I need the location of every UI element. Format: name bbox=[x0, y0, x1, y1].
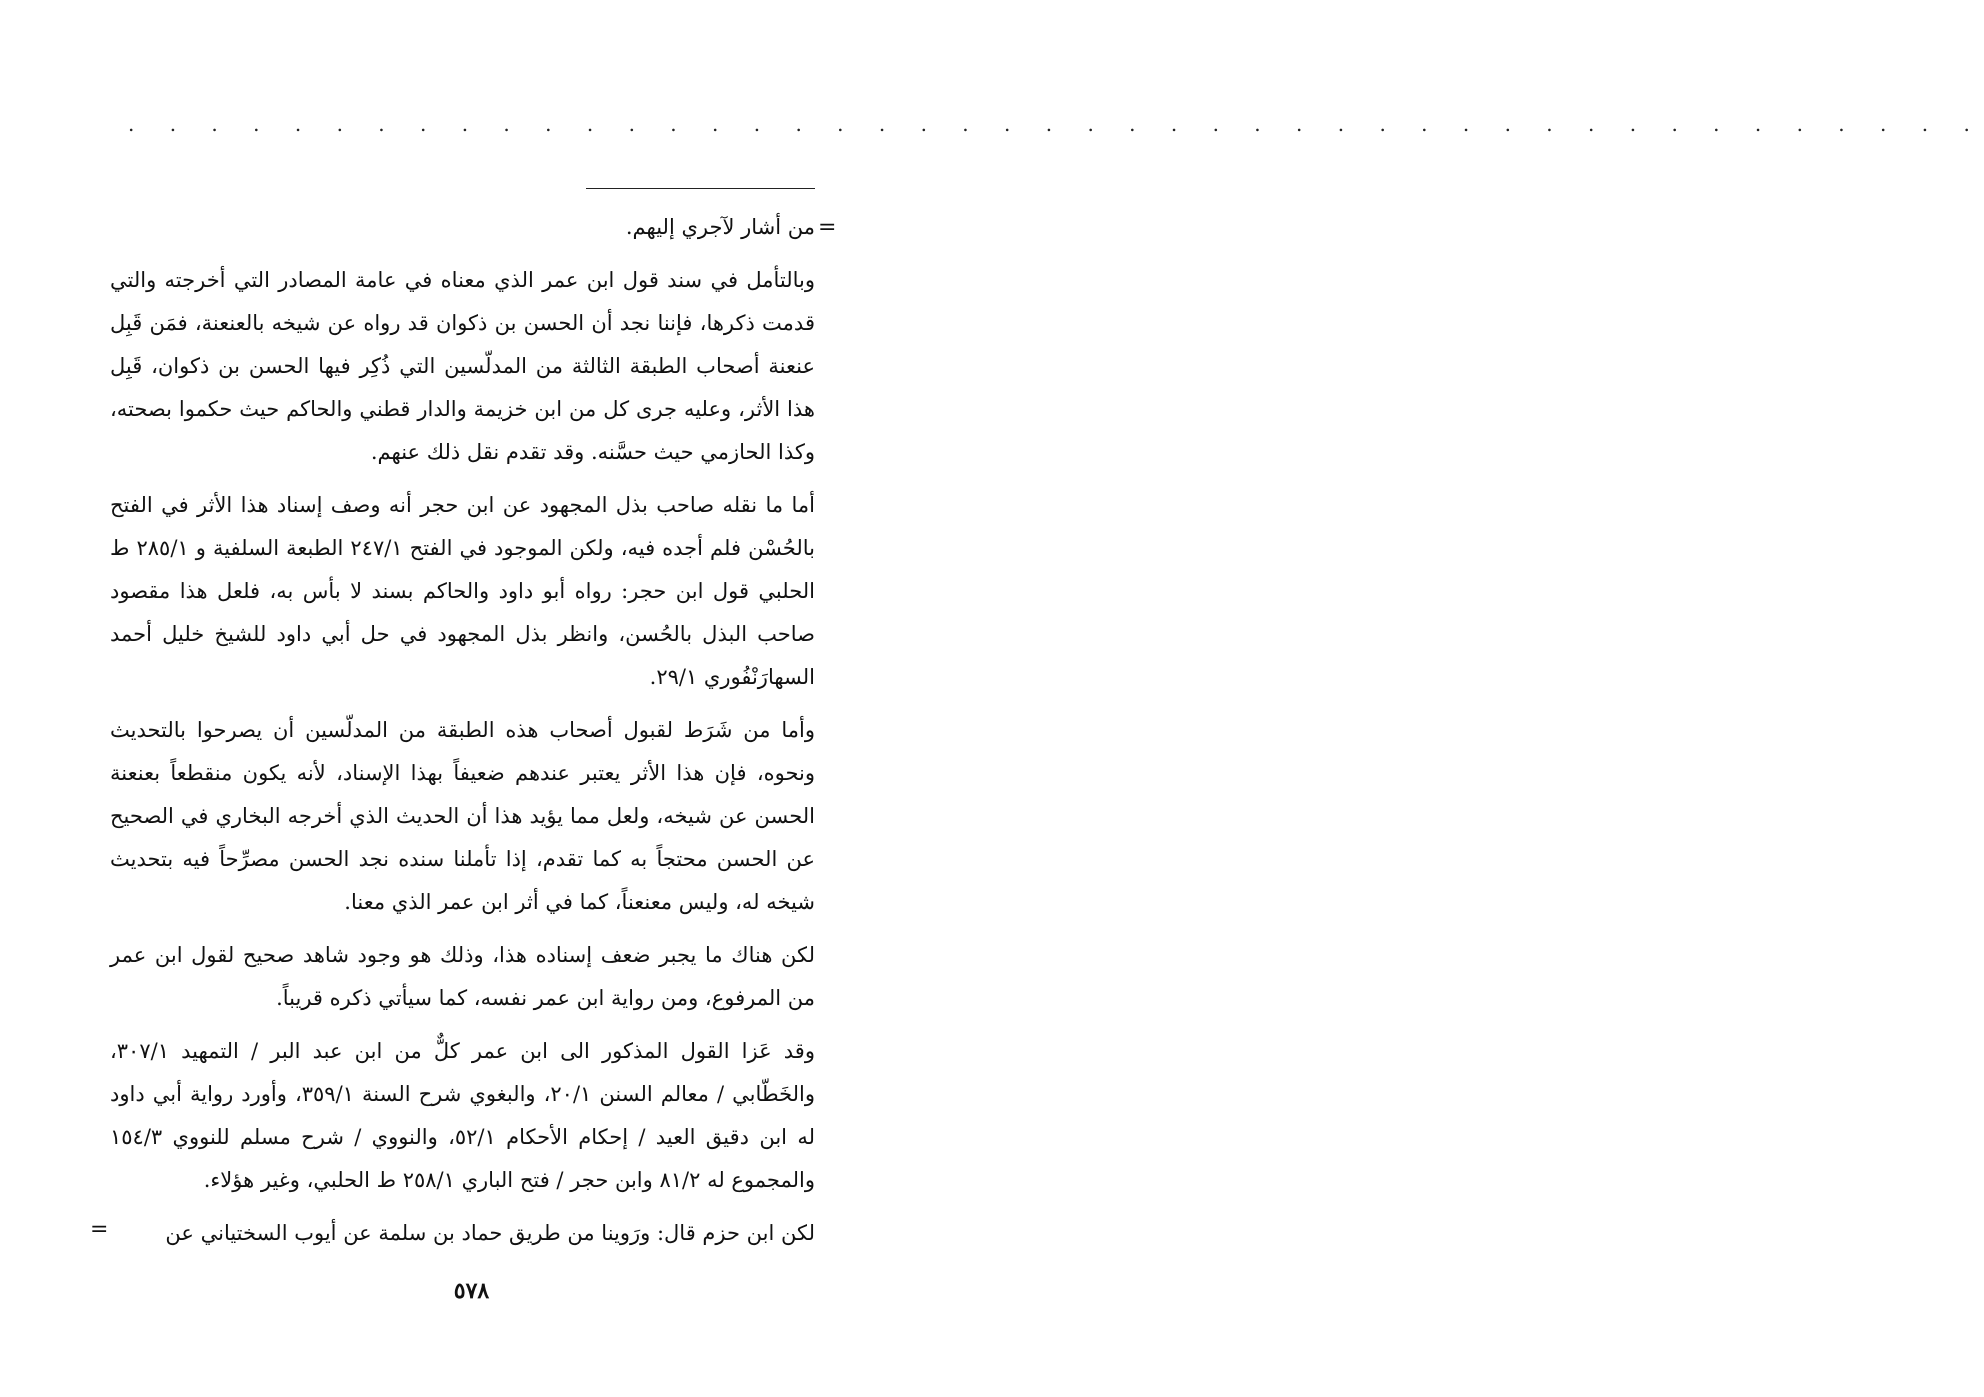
footnote-rule bbox=[586, 188, 815, 189]
footnote-body bbox=[110, 206, 815, 1265]
paragraph-5: لكن هناك ما يجبر ضعف إسناده هذا، وذلك هو وجود شاهد صحيح لقول ابن عمر من المرفوع، ومن رواية ابن عمر نفسه، كما سيأتي ذكره قريباً. bbox=[110, 943, 815, 1010]
paragraph-7: لكن ابن حزم قال: ورَوينا من طريق حماد بن سلمة عن أيوب السختياني عن bbox=[165, 1221, 815, 1245]
dotted-separator: . . . . . . . . . . . . . . . . . . . . . . . . . . . . . . . . . . . . . . . . . . . . . bbox=[128, 112, 1984, 136]
page-number: ٥٧٨ bbox=[453, 1278, 490, 1304]
paragraph-6: وقد عَزا القول المذكور الى ابن عمر كلٌّ من ابن عبد البر / التمهيد ٣٠٧/١، والخَطّابي / معالم السنن ٢٠/١، والبغوي شرح السنة ٣٥٩/١، وأورد رواية أبي داود له ابن دقيق العيد / إحكام الأحكام ٥٢/١، والنووي / شرح مسلم للنووي ١٥٤/٣ والمجموع له ٨١/٢ وابن حجر / فتح الباري ٢٥٨/١ ط الحلبي، وغير هؤلاء. bbox=[110, 1039, 816, 1192]
paragraph-3: أما ما نقله صاحب بذل المجهود عن ابن حجر أنه وصف إسناد هذا الأثر في الفتح بالحُسْن فلم أجده فيه، ولكن الموجود في الفتح ٢٤٧/١ الطبعة السلفية و ٢٨٥/١ ط الحلبي قول ابن حجر: رواه أبو داود والحاكم بسند لا بأس به، فلعل هذا مقصود صاحب البذل بالحُسن، وانظر بذل المجهود في حل أبي داود للشيخ خليل أحمد السهارَنْفُوري ٢٩/١. bbox=[110, 493, 815, 689]
paragraph-2: وبالتأمل في سند قول ابن عمر الذي معناه في عامة المصادر التي أخرجته والتي قدمت ذكرها، فإننا نجد أن الحسن بن ذكوان قد رواه عن شيخه بالعنعنة، فمَن قَبِل عنعنة أصحاب الطبقة الثالثة من المدلّسين التي ذُكِر فيها الحسن بن ذكوان، قَبِل هذا الأثر، وعليه جرى كل من ابن خزيمة والدار قطني والحاكم حيث حكموا بصحته، وكذا الحازمي حيث حسَّنه. وقد تقدم نقل ذلك عنهم. bbox=[110, 268, 815, 464]
paragraph-4: وأما من شَرَط لقبول أصحاب هذه الطبقة من المدلّسين أن يصرحوا بالتحديث ونحوه، فإن هذا الأثر يعتبر عندهم ضعيفاً بهذا الإسناد، لأنه يكون منقطعاً بعنعنة الحسن عن شيخه، ولعل مما يؤيد هذا أن الحديث الذي أخرجه البخاري في الصحيح عن الحسن محتجاً به كما تقدم، إذا تأملنا سنده نجد الحسن مصرِّحاً فيه بتحديث شيخه له، وليس معنعناً، كما في أثر ابن عمر الذي معنا. bbox=[110, 718, 815, 914]
continuation-mark-top: = bbox=[818, 215, 837, 240]
continuation-mark-bottom: = bbox=[90, 1217, 109, 1242]
paragraph-1: من أشار لآجري إليهم. bbox=[625, 215, 815, 239]
